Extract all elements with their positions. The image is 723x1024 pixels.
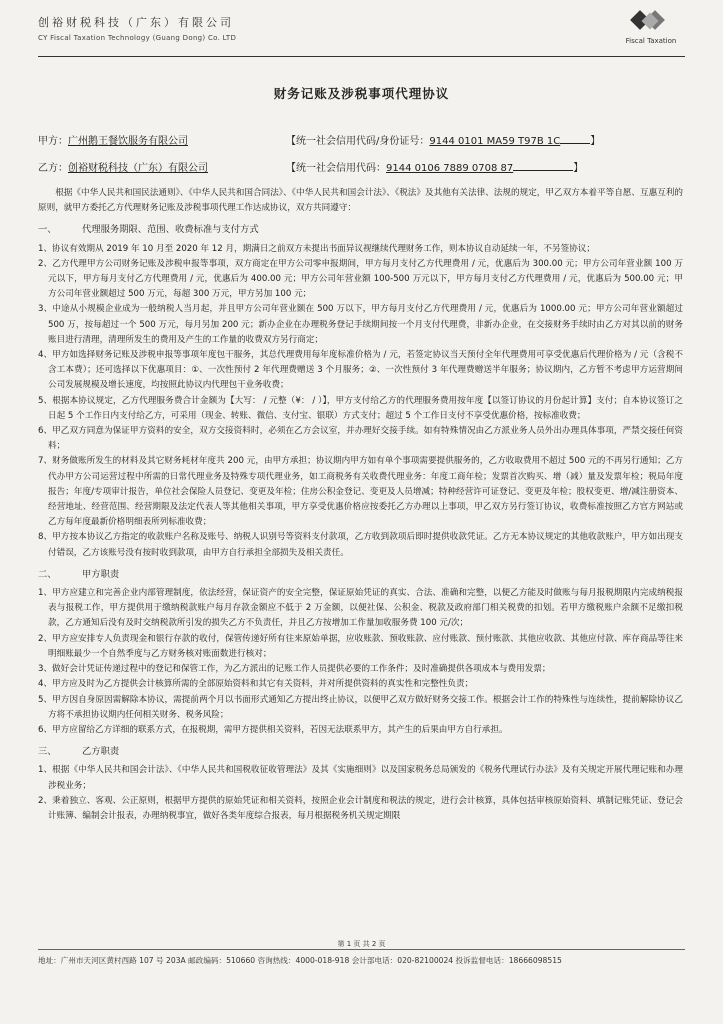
document-title: 财务记账及涉税事项代理协议 [273, 86, 450, 101]
party-b-code-value: 9144 0106 7889 0708 87 [386, 163, 514, 174]
party-a-code-value: 9144 0101 MA59 T97B 1C [429, 136, 561, 147]
clause: 6、甲方应留给乙方详细的联系方式，在报税期，需甲方提供相关资料，若因无法联系甲方，其产生的后果由甲方自行承担。 [38, 724, 508, 735]
clause: 8、甲方按本协议乙方指定的收款账户名称及账号、纳税人识别号等资料支付款项，乙方收到款项后即时提供收款凭证。乙方无本协议规定的其他收款账户，甲方如出现支付错误，乙方该账号没有按时收到款项，由甲方自行承担全部损失及相关责任。 [38, 532, 683, 558]
page-number: 第 1 页 共 2 页 [337, 940, 386, 948]
party-a-code-end: 】 [590, 136, 601, 147]
clause: 5、根据本协议规定，乙方代理服务费合计金额为【大写： / 元整（¥： / ）】，甲方支付给乙方的代理服务费用按年度【以签订协议的月份起计算】支付；自本协议签订之日起 5 个工作日内支付给乙方，可采用（现金、转账、微信、支付宝、银联）方式支付；超过 5 个工作日支付不享受优惠价格，按标准收费； [38, 395, 683, 421]
section-number: 一、 [38, 224, 57, 236]
clause: 1、协议有效期从 2019 年 10 月至 2020 年 12 月，期满日之前双方未提出书面异议视继续代理财务工作，则本协议自动延续一年，不另签协议； [38, 243, 595, 254]
clause: 3、中途从小规模企业成为一般纳税人当月起，并且甲方公司年营业额在 500 万以下，甲方每月支付乙方代理费用 / 元，优惠后为 1000.00 元；甲方公司年营业额超过 500 万，按每超过一个 500 万元，每月另加 200 元；新办企业在办理税务登记手续期间按一个月支付代理费，非新办企业，在交接财务手续时由乙方对其以前的财务账目进行清理，清理所发生的费用及产生的工作量的收费双方另行商定； [38, 304, 683, 345]
section-1-heading [38, 222, 683, 237]
party-b-line [38, 159, 584, 174]
clause: 1、根据《中华人民共和国会计法》、《中华人民共和国税收征收管理法》及其《实施细则》以及国家税务总局颁发的《税务代理试行办法》及有关规定开展代理记账和办理涉税业务； [38, 765, 683, 791]
party-b-label: 乙方： [38, 163, 68, 174]
clause: 1、甲方应建立和完善企业内部管理制度，依法经营，保证资产的安全完整，保证原始凭证的真实、合法、准确和完整，以便乙方能及时做账与每月报税期限内完成纳税报表与报税工作，甲方提供用于缴纳税款账户每月存款金额应不低于 2 万金额，以便社保、公积金、税款及政府部门相关税费的扣划。若甲方缴税账户余额不足缴扣税款，乙方通知后没有及时交纳税款所引发的损失乙方不负责任，并且乙方按增加工作量加收服务费 100 元/次； [38, 588, 683, 629]
party-b-code-label: 【统一社会信用代码： [286, 163, 386, 174]
clause: 3、做好会计凭证传递过程中的登记和保管工作，为乙方派出的记账工作人员提供必要的工作条件；及时准确提供各项成本与费用发票； [38, 664, 551, 675]
logo-text: Fiscal Taxation [625, 37, 677, 45]
section-title: 乙方职责 [82, 746, 120, 758]
section-title: 代理服务期限、范围、收费标准与支付方式 [82, 224, 259, 236]
company-name-cn: 创裕财税科技（广东）有限公司 [38, 16, 234, 29]
letterhead [38, 14, 236, 42]
party-a-label: 甲方： [38, 136, 68, 147]
section-3-heading [38, 744, 683, 759]
clause: 2、秉着独立、客观、公正原则，根据甲方提供的原始凭证和相关资料，按照企业会计制度和税法的规定，进行会计核算，具体包括审核原始资料、填制记账凭证、登记会计账簿、编制会计报表，办理纳税事宜，做好各类年度综合报表，每月根据税务机关规定期限 [38, 795, 683, 821]
company-name-en: CY Fiscal Taxation Technology (Guang Dong) Co. LTD [38, 34, 237, 42]
party-b-name: 创裕财税科技（广东）有限公司 [68, 163, 208, 174]
party-a-line [38, 132, 601, 147]
section-title: 甲方职责 [82, 568, 120, 580]
header-rule [38, 56, 685, 57]
clause: 2、乙方代理甲方公司财务记账及涉税申报等事项，双方商定在甲方公司零申报期间，甲方每月支付乙方代理费用 / 元，优惠后为 300.00 元；甲方公司年营业额 100 万元以下，甲方每月支付乙方代理费用 / 元，优惠后为 400.00 元；甲方公司年营业额 100-500 万元以下，甲方每月支付乙方代理费用 / 元，优惠后为 500.00 元；甲方公司年营业额超过 500 万元，每超 300 万元，甲方另加 100 元； [38, 258, 683, 300]
clause: 2、甲方应安排专人负责现金和银行存款的收付，保管传递好所有往来原始单据，应收账款、预收账款、应付账款、预付账款、其他应收款、其他应付款、库存商品等往来明细账最少一个自然季度与乙方财务核对账面数进行核对； [38, 633, 683, 659]
clause: 7、财务做账所发生的材料及其它财务耗材年度共 200 元，由甲方承担；协议期内甲方如有单个事项需要提供服务的，乙方收取费用不超过 500 元的不再另行通知；乙方代办甲方公司运营过程中所需的日常代理业务及特殊专项代理业务，如工商税务有关收费代理业务：年度工商年检；发票首次购买、增（减）量及发票年检；税局年度报告；年度/专项审计报告，单位社会保险人员登记、变更及年检；住房公积金登记、变更及人员增减；特种经营许可证登记、变更及年检；股权变更、增/减注册资本、经营地址、经营范围、经营期限及法定代表人等其他相关事项，甲方享受优惠价格应按委托乙方办理以上事项，甲乙双方另行签订协议，收费标准按照乙方官方网站或乙方每年度最新价格明细表所列标准收费； [38, 456, 683, 528]
party-a-code-label: 【统一社会信用代码/身份证号： [286, 136, 430, 147]
clause: 6、甲乙双方同意为保证甲方资料的安全，双方交接资料时，必须在乙方会议室，并办理好交接手续。如有特殊情况由乙方派业务人员外出办理具体事项，严禁交接任何资料； [38, 426, 683, 452]
intro-paragraph: 根据《中华人民共和国民法通则》、《中华人民共和国合同法》、《中华人民共和国会计法》、《税法》及其他有关法律、法规的规定，甲乙双方本着平等自愿、互惠互利的原则，就甲方委托乙方代理财务记账及涉税事项代理工作达成协议，双方共同遵守： [38, 188, 683, 214]
section-number: 三、 [38, 746, 57, 758]
party-b-code-end: 】 [573, 163, 584, 174]
agreement-body [38, 186, 683, 824]
footer-rule [38, 949, 685, 950]
section-2-heading [38, 567, 683, 582]
clause: 4、甲方如选择财务记账及涉税申报等事项年度包干服务，其总代理费用每年度标准价格为 / 元，若签定协议当天预付全年代理费用可享受优惠后代理价格为 / 元（含税不含工本费）；还可选择以下优惠项目：①、一次性预付 2 年代理费赠送 3 个月服务；②、一次性预付 3 年代理费赠送半年服务；协议期内，乙方暂不考虑甲方运营期间公司发展规模及增长速度，均按照此协议内代理包干业务收费； [38, 350, 683, 391]
footer-address: 地址：广州市天河区黄村西路 107 号 203A 邮政编码：510660 咨询热线：4000-018-918 会计部电话：020-82100024 投诉监督电话：18666098515 [38, 956, 562, 965]
fiscal-taxation-logo-icon [629, 10, 673, 36]
party-b-code [286, 159, 583, 174]
clause: 4、甲方应及时为乙方提供会计核算所需的全部原始资料和其它有关资料，并对所提供资料的真实性和完整性负责； [38, 679, 474, 690]
clause: 5、甲方因自身原因需解除本协议，需提前两个月以书面形式通知乙方提出终止协议，以便甲乙双方做好财务交接工作。根据会计工作的特殊性与连续性，提前解除协议乙方将不承担协议期内任何相关财务、税务风险； [38, 694, 683, 720]
party-a-name: 广州鹅王餐饮服务有限公司 [68, 136, 188, 147]
party-a-code [286, 132, 600, 147]
section-number: 二、 [38, 568, 57, 580]
logo [619, 10, 683, 45]
